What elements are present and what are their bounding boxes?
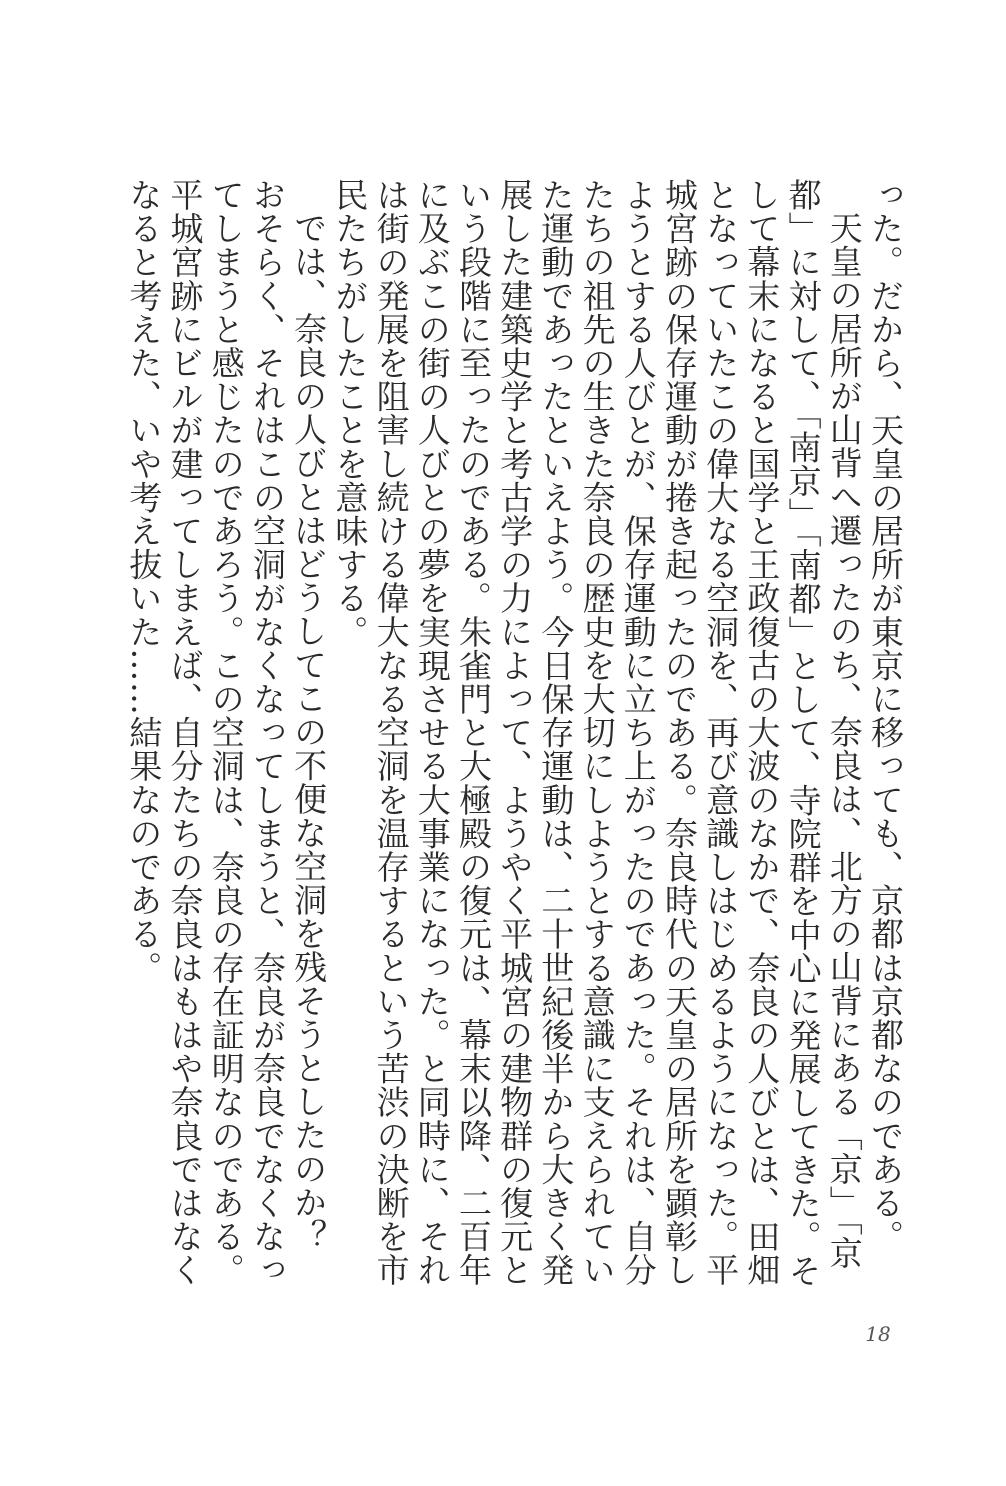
- paragraph-3: では、奈良の人びとはどうしてこの不便な空洞を残そうとしたのか？ おそらく、それはこの空洞がなくなってしまうと、奈良が奈良でなくなってしまうと感じたのであろう。この空洞は、奈良の存在証明なのである。平城宮跡にビルが建ってしまえば、自分たちの奈良はもはや奈良ではなくなると考えた、いや考え抜いた……結果なのである。: [124, 178, 329, 1287]
- paragraph-1: った。だから、天皇の居所が東京に移っても、京都は京都なのである。: [866, 178, 905, 1254]
- page-number: 18: [865, 1322, 891, 1346]
- paragraph-2: 天皇の居所が山背へ遷ったのち、奈良は、北方の山背にある「京」「京都」に対して、「南京」「南都」として、寺院群を中心に発展してきた。そして幕末になると国学と王政復古の大波のなかで、奈良の人びとは、田畑となっていたこの偉大なる空洞を、再び意識しはじめるようになった。平城宮跡の保存運動が捲き起ったのである。奈良時代の天皇の居所を顕彰しようとする人びとが、保存運動に立ち上がったのであった。それは、自分たちの祖先の生きた奈良の歴史を大切にしようとする意識に支えられていた運動であったといえよう。今日保存運動は、二十世紀後半から大きく発展した建築史学と考古学の力によって、ようやく平城宮の建物群の復元という段階に至ったのである。朱雀門と大極殿の復元は、幕末以降、二百年に及ぶこの街の人びとの夢を実現させる大事業になった。と同時に、それは街の発展を阻害し続ける偉大なる空洞を温存するという苦渋の決断を市民たちがしたことを意味する。: [330, 178, 864, 1288]
- vertical-text-body: [124, 178, 906, 1298]
